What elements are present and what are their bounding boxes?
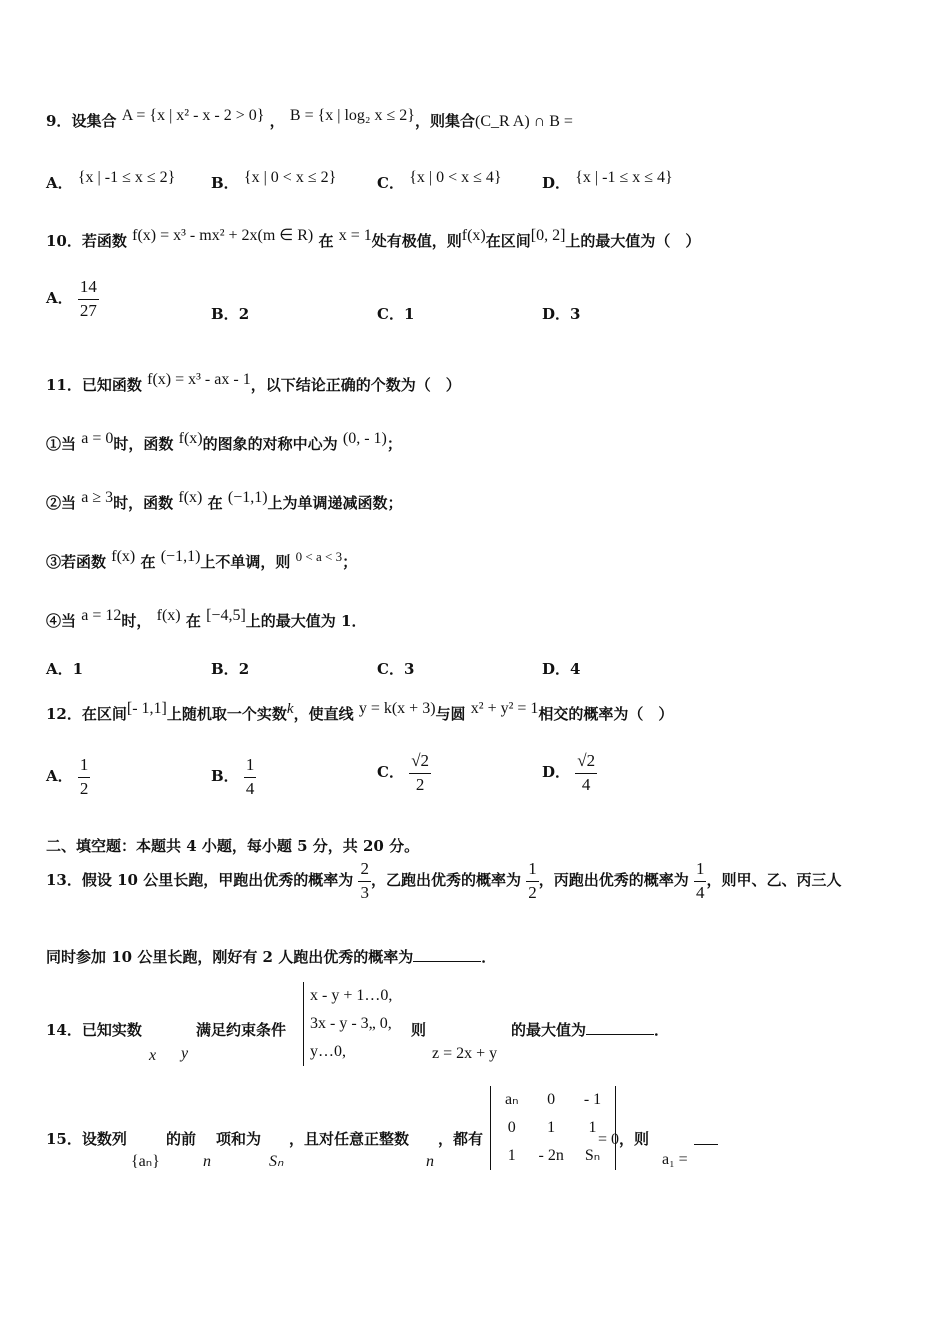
statement-text: ④当 — [46, 612, 77, 630]
question-text: 设数列 — [81, 1130, 127, 1148]
fraction — [694, 860, 707, 902]
question-text: ，则甲、乙、丙三人 — [706, 871, 842, 890]
determinant-matrix — [495, 1086, 611, 1170]
interval-formula: (−1,1) — [227, 489, 268, 506]
option-d[interactable] — [542, 303, 580, 324]
option-label: A． — [46, 660, 73, 678]
function-symbol: f(x) — [178, 489, 203, 506]
option-a[interactable] — [46, 169, 176, 193]
statement-text: 的图象的对称中心为 — [202, 435, 338, 453]
statement-text: 时，函数 — [113, 435, 174, 453]
matrix-cell: Sₙ — [584, 1147, 601, 1164]
matrix-cell: 1 — [507, 1147, 516, 1164]
option-c[interactable] — [377, 169, 502, 193]
denominator: 27 — [79, 300, 97, 320]
fraction — [409, 752, 431, 794]
variable-n: n — [426, 1153, 434, 1170]
question-text: ，则 — [619, 1130, 650, 1148]
variable-y: y — [181, 1045, 189, 1062]
numerator: 2 — [358, 860, 371, 882]
constraint-3: y…0, — [310, 1043, 346, 1060]
function-formula: f(x) = x³ - mx² + 2x(m ∈ R) — [132, 227, 314, 244]
option-label: B． — [211, 660, 239, 678]
function-formula: f(x) = x³ - ax - 1 — [147, 371, 251, 388]
statement-1 — [46, 430, 402, 454]
option-c[interactable] — [377, 658, 414, 679]
interval-formula: [−4,5] — [206, 607, 246, 624]
function-symbol: f(x) — [111, 548, 136, 565]
denominator: 2 — [79, 778, 89, 798]
statement-text: 在 — [207, 494, 223, 512]
question-text: 已知实数 — [81, 1021, 142, 1039]
sequence-symbol: {aₙ} — [131, 1153, 160, 1170]
option-label: C． — [377, 763, 404, 782]
question-13 — [46, 860, 841, 902]
question-text: ，乙跑出优秀的概率为 — [370, 871, 521, 890]
fraction — [78, 278, 99, 320]
question-15 — [46, 1128, 127, 1149]
option-value: 1 — [72, 660, 84, 678]
separator: ， — [269, 112, 285, 130]
option-label: B． — [211, 174, 239, 192]
statement-text: ①当 — [46, 435, 77, 453]
option-label: A． — [46, 174, 73, 192]
matrix-cell: aₙ — [505, 1091, 519, 1108]
question-text: 满足约束条件 — [196, 1021, 287, 1039]
question-text: 相交的概率为（ ） — [538, 705, 674, 723]
interval-formula: (−1,1) — [160, 548, 201, 565]
condition-formula: a = 0 — [81, 430, 114, 447]
question-text: ，丙跑出优秀的概率为 — [538, 871, 689, 890]
question-text: 假设 10 公里长跑，甲跑出优秀的概率为 — [81, 871, 354, 890]
question-text: ，都有 — [438, 1130, 484, 1148]
constraint-2: 3x - y - 3„ 0, — [310, 1015, 392, 1032]
set-a-formula: A = {x | x² - x - 2 > 0} — [121, 107, 265, 124]
fraction — [575, 752, 597, 794]
question-text: 同时参加 10 公里长跑，刚好有 2 人跑出优秀的概率为 — [46, 948, 414, 966]
statement-text: ③若函数 — [46, 553, 107, 571]
answer-blank[interactable] — [694, 1128, 718, 1145]
option-c[interactable] — [377, 752, 431, 794]
determinant-row — [495, 1086, 611, 1114]
question-number: 10． — [46, 232, 82, 250]
option-value: 3 — [570, 305, 581, 323]
statement-text: 时，函数 — [113, 494, 174, 512]
option-b[interactable] — [211, 303, 249, 324]
matrix-cell: 1 — [588, 1119, 597, 1136]
question-text: 在区间 — [485, 232, 531, 250]
question-text: 上的最大值为（ ） — [565, 232, 701, 250]
numerator: 1 — [244, 756, 257, 778]
fraction — [358, 860, 371, 902]
question-text: ． — [654, 1021, 670, 1039]
statement-text: ； — [386, 435, 402, 453]
question-number: 13． — [46, 871, 82, 890]
option-label: C． — [377, 174, 404, 192]
option-d[interactable] — [542, 752, 597, 794]
equation-formula: = 0 — [598, 1131, 620, 1148]
question-text: 在 — [318, 232, 334, 250]
denominator: 4 — [581, 774, 591, 794]
option-label: C． — [377, 660, 404, 678]
option-a[interactable] — [46, 278, 99, 320]
question-11 — [46, 371, 461, 395]
question-text: ，以下结论正确的个数为（ ） — [250, 376, 461, 394]
option-b[interactable] — [211, 658, 249, 679]
option-label: A． — [46, 767, 73, 786]
option-d[interactable] — [542, 169, 673, 193]
question-text: 与圆 — [435, 705, 466, 723]
statement-3 — [46, 548, 358, 572]
option-value: {x | 0 < x ≤ 2} — [243, 169, 337, 186]
matrix-cell: 0 — [547, 1091, 556, 1108]
set-b-formula: B = {x | log₂ x ≤ 2} — [289, 107, 415, 124]
question-number: 15． — [46, 1130, 82, 1148]
fraction — [78, 756, 91, 798]
condition-formula: a ≥ 3 — [81, 489, 114, 506]
question-14-tail — [511, 1019, 669, 1040]
set-expression: (C_R A) ∩ B = — [474, 113, 573, 130]
question-10 — [46, 227, 701, 251]
circle-formula: x² + y² = 1 — [470, 700, 539, 717]
numerator: 1 — [694, 860, 707, 882]
variable-x: x — [149, 1047, 157, 1064]
numerator: √2 — [575, 752, 597, 774]
option-a[interactable] — [46, 658, 83, 679]
numerator: 14 — [78, 278, 99, 300]
statement-text: 时， — [121, 612, 152, 630]
option-label: B． — [211, 305, 239, 323]
question-number: 14． — [46, 1021, 82, 1039]
point-formula: (0, - 1) — [342, 430, 387, 447]
interval-formula: [- 1,1] — [126, 700, 167, 717]
function-symbol: f(x) — [178, 430, 203, 447]
section-heading: 二、填空题：本题共 4 小题，每小题 5 分，共 20 分。 — [46, 837, 420, 855]
statement-4 — [46, 607, 367, 631]
option-label: D． — [542, 660, 571, 678]
question-text: 设集合 — [71, 112, 117, 130]
option-value: 2 — [238, 305, 250, 323]
option-d[interactable] — [542, 658, 580, 679]
determinant-row — [495, 1114, 611, 1142]
numerator: 1 — [526, 860, 539, 882]
option-a[interactable] — [46, 756, 90, 798]
objective-formula: z = 2x + y — [432, 1045, 498, 1062]
question-number: 12． — [46, 705, 82, 723]
question-text: ，且对任意正整数 — [289, 1130, 410, 1148]
interval-formula: [0, 2] — [530, 227, 566, 244]
statement-text: 上不单调，则 — [200, 553, 291, 571]
question-text: 已知函数 — [81, 376, 142, 394]
statement-2 — [46, 489, 403, 513]
fraction — [244, 756, 257, 798]
constraint-1: x - y + 1…0, — [310, 987, 393, 1004]
function-symbol: f(x) — [461, 227, 486, 244]
denominator: 4 — [695, 882, 705, 902]
option-value: {x | 0 < x ≤ 4} — [409, 169, 502, 186]
denominator: 2 — [415, 774, 425, 794]
option-label: A． — [46, 289, 73, 308]
denominator: 2 — [528, 882, 537, 902]
question-text: 若函数 — [81, 232, 127, 250]
numerator: √2 — [409, 752, 431, 774]
option-b[interactable] — [211, 756, 256, 798]
sum-symbol: Sₙ — [269, 1153, 284, 1170]
option-label: D． — [542, 174, 571, 192]
question-text: 项和为 — [216, 1130, 262, 1148]
question-text: 在区间 — [81, 705, 127, 723]
statement-text: 在 — [140, 553, 156, 571]
option-c[interactable] — [377, 303, 414, 324]
option-label: C． — [377, 305, 404, 323]
function-symbol: f(x) — [156, 607, 181, 624]
question-12 — [46, 700, 674, 724]
numerator: 1 — [78, 756, 91, 778]
question-text: 的前 — [166, 1130, 197, 1148]
matrix-cell: 1 — [547, 1119, 556, 1136]
statement-text: ； — [342, 553, 358, 571]
variable-n: n — [203, 1153, 211, 1170]
denominator: 3 — [360, 882, 369, 902]
condition-formula: a = 12 — [81, 607, 122, 624]
answer-blank[interactable] — [413, 961, 481, 962]
question-text: ，使直线 — [293, 705, 354, 723]
question-text: 处有极值，则 — [371, 232, 462, 250]
question-number: 9． — [46, 112, 72, 130]
question-text: 的最大值为 — [511, 1021, 587, 1039]
matrix-cell: - 2n — [538, 1147, 564, 1164]
option-value: 2 — [238, 660, 250, 678]
question-13-line-2 — [46, 946, 496, 967]
question-number: 11． — [46, 376, 82, 394]
answer-blank[interactable] — [586, 1034, 654, 1035]
statement-text: 在 — [185, 612, 201, 630]
point-formula: x = 1 — [338, 227, 372, 244]
statement-text: 上的最大值为 1． — [245, 612, 367, 630]
question-14 — [46, 1019, 142, 1040]
matrix-cell: - 1 — [583, 1091, 602, 1108]
condition-formula: 0 < a < 3 — [295, 549, 343, 564]
variable-k: k — [286, 701, 294, 717]
question-9 — [46, 107, 573, 131]
matrix-cell: 0 — [507, 1119, 516, 1136]
option-value: 4 — [570, 660, 581, 678]
question-15-tail — [598, 1128, 649, 1149]
option-label: B． — [211, 767, 239, 786]
question-text: 上随机取一个实数 — [166, 705, 287, 723]
line-formula: y = k(x + 3) — [358, 700, 436, 717]
determinant-row — [495, 1142, 611, 1170]
question-text: 则 — [411, 1021, 427, 1039]
option-b[interactable] — [211, 169, 337, 193]
statement-text: 上为单调递减函数； — [267, 494, 403, 512]
question-text: ． — [481, 948, 497, 966]
option-label: D． — [542, 305, 571, 323]
option-value: 3 — [403, 660, 415, 678]
first-term-formula: a₁ = — [662, 1151, 688, 1168]
constraint-system — [303, 982, 392, 1066]
option-label: D． — [542, 763, 571, 782]
statement-text: ②当 — [46, 494, 77, 512]
option-value: {x | -1 ≤ x ≤ 2} — [77, 169, 176, 186]
denominator: 4 — [245, 778, 255, 798]
option-value: {x | -1 ≤ x ≤ 4} — [575, 169, 673, 186]
fraction — [526, 860, 539, 902]
option-value: 1 — [403, 305, 415, 323]
question-text: ，则集合 — [414, 112, 475, 130]
